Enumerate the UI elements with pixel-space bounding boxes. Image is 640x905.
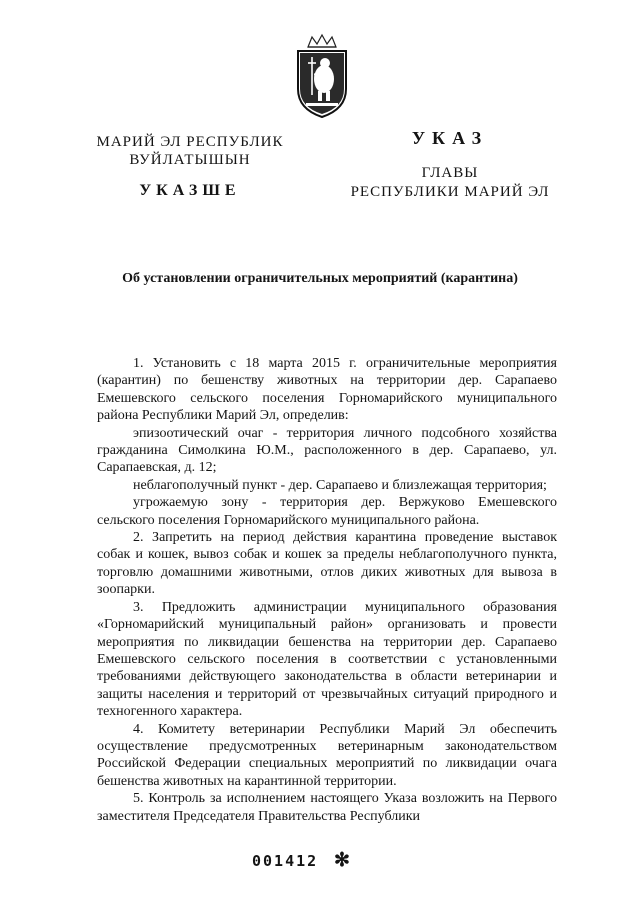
paragraph: 1. Установить с 18 марта 2015 г. ограничительные мероприятия (карантин) по бешенству животных на территории дер. Сарапаево Емешевского сельского поселения Горномарийского муниципального района Республики Марий Эл, определив: xyxy=(97,356,557,424)
crown-icon xyxy=(308,35,336,47)
document-body xyxy=(97,355,557,825)
paragraph: угрожаемую зону - территория дер. Вержуково Емешевского сельского поселения Горномарийского муниципального района. xyxy=(97,495,557,528)
header-right-decree-word: УКАЗ xyxy=(411,128,489,148)
paragraph: 3. Предложить администрации муниципального образования «Горномарийский муниципальный район» организовать и провести мероприятия по ликвидации бешенства на территории дер. Сарапаево Емешевского сельского поселения в соответствии с установленными требованиями действующего законодательства в области ветеринарии и защиты населения и территорий от чрезвычайных ситуаций природного и техногенного характера. xyxy=(97,599,557,720)
paragraph: неблагополучный пункт - дер. Сарапаево и близлежащая территория; xyxy=(133,477,547,493)
paragraph: эпизоотический очаг - территория личного подсобного хозяйства гражданина Симолкина Ю.М., расположенного в дер. Сарапаево, ул. Сарапаевская, д. 12; xyxy=(97,425,557,476)
header-left-line-2: ВУЙЛАТЫШЫН xyxy=(129,152,251,168)
paragraph: 2. Запретить на период действия карантина проведение выставок собак и кошек, вывоз собак и кошек за пределы неблагополучного пункта, торговлю домашними животными, отлов диких животных для вывоза в зоопарки. xyxy=(97,530,557,598)
header-left-line-1: МАРИЙ ЭЛ РЕСПУБЛИК xyxy=(96,134,284,150)
header-right-line-3: РЕСПУБЛИКИ МАРИЙ ЭЛ xyxy=(350,184,550,200)
document-title: Об установлении ограничительных мероприятий (карантина) xyxy=(122,271,518,286)
header-left-decree-word: УКАЗШЕ xyxy=(139,182,241,199)
paragraph: 5. Контроль за исполнением настоящего Указа возложить на Первого заместителя Председателя Правительства Республики xyxy=(97,791,557,824)
asterisk-mark-icon: ✻ xyxy=(334,850,350,871)
document-number: 001412 xyxy=(252,852,319,870)
coat-of-arms-emblem xyxy=(292,33,352,119)
header-right-line-2: ГЛАВЫ xyxy=(421,165,479,181)
paragraph: 4. Комитету ветеринарии Республики Марий Эл обеспечить осуществление предусмотренных ветеринарным законодательством Российской Федерации специальных мероприятий по ликвидации очага бешенства животных на карантинной территории. xyxy=(97,721,557,789)
